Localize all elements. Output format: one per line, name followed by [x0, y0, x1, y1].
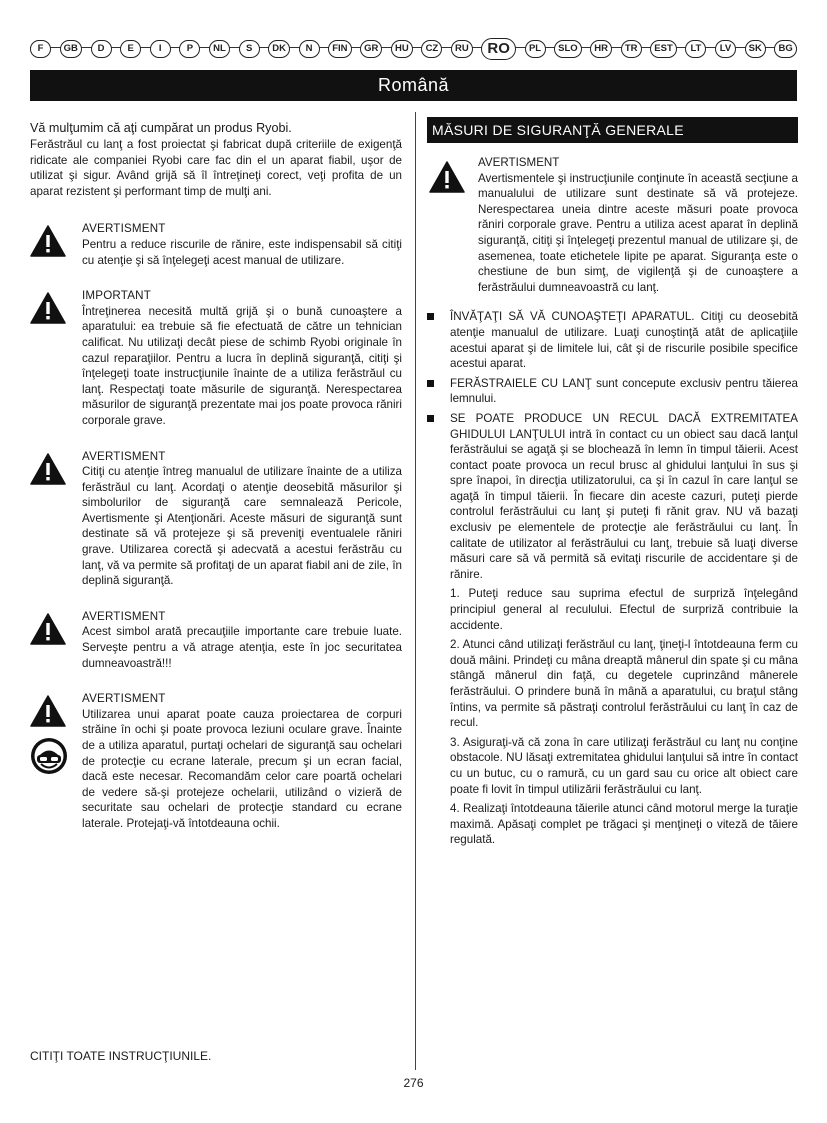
language-tab-lv[interactable]: LV: [715, 40, 736, 58]
column-divider: [415, 112, 416, 1070]
warning-text: Utilizarea unui aparat poate cauza proiectarea de corpuri străine în ochi şi poate provoca leziuni oculare grave. Înainte de a utiliza aparatul, purtaţi ochelari de siguranţă sau ochelari de protecţie cu ecrane laterale, precum şi un ecran facial, dacă este necesar. Recomandăm celor care poartă ochelari de vedere să-şi protejeze ochelarii, utilizând o vizieră de securitate sau ochelari de protecţie standard cu ecrane laterale. Protejaţi-vă întotdeauna ochii.: [82, 707, 402, 830]
important-text: Întreţinerea necesită multă grijă şi o bună cunoaştere a aparatului: ea trebuie să fie efectuată de către un tehnician calificat. Nu utilizaţi decât piese de schimb Ryobi originale în cazul reparaţiilor. Pentru a lucra în deplină siguranţă, citiţi şi înţelegeţi toate instrucţiunile înainte de a utiliza ferăstrăul cu lanţ. Respectaţi toate măsurile de siguranţă. Nerespectarea măsurilor de siguranţă prezentate mai jos poate provoca răniri corporale grave.: [82, 304, 402, 427]
language-tab-bg[interactable]: BG: [774, 40, 796, 58]
numbered-item: 1. Puteţi reduce sau suprima efectul de surpriză înţelegând principiul general al reculului. Efectul de surpriză contribuie la accidente.: [450, 587, 798, 632]
warning-block: [30, 609, 402, 671]
language-tab-gb[interactable]: GB: [60, 40, 82, 58]
list-item: [427, 376, 798, 407]
language-tab-gr[interactable]: GR: [360, 40, 382, 58]
bullet-text: ÎNVĂŢAŢI SĂ VĂ CUNOAŞTEŢI APARATUL. Citiţi cu deosebită atenţie manualul de utilizare. Luaţi cunoştinţă atât de aplicaţiile acestui aparat şi de limitele lui, cât şi de riscurile posibile specifice acestui aparat.: [450, 310, 798, 371]
bullet-text: SE POATE PRODUCE UN RECUL DACĂ EXTREMITATEA GHIDULUI LANŢULUI intră în contact cu un obiect sau dacă lanţul ferăstrăului se agaţă şi se blochează în lemn în timpul tăierii. Acest contact poate provoca un recul brusc al ghidului lanţului în sus şi spre înapoi, în direcţia utilizatorului, ca şi în cazul în care lanţul se agaţă în timpul tăierii. În fiecare din aceste cazuri, puteţi pierde controlul ferăstrăului cu lanţ şi puteţi fi rănit grav. NU vă bazaţi exclusiv pe elementele de protecţie ale ferăstrăului cu lanţ. În calitate de utilizator al ferăstrăului cu lanţ, trebuie să luaţi diverse măsuri care să vă permită să evitaţi riscurile de accidentare şi de rănire.: [450, 411, 798, 581]
language-tab-s[interactable]: S: [239, 40, 260, 58]
warning-triangle-icon: [30, 292, 66, 324]
bullet-square-icon: [427, 380, 434, 387]
bullet-square-icon: [427, 313, 434, 320]
language-tab-tr[interactable]: TR: [621, 40, 642, 58]
list-item: [427, 309, 798, 371]
eye-protection-warning-block: [30, 691, 402, 831]
language-tab-hr[interactable]: HR: [590, 40, 612, 58]
language-bar: [30, 38, 797, 58]
warning-triangle-icon: [30, 613, 66, 645]
bullet-square-icon: [427, 415, 434, 422]
important-block: [30, 288, 402, 428]
safety-bullet-list: [427, 309, 798, 582]
language-tab-hu[interactable]: HU: [391, 40, 413, 58]
language-tab-sk[interactable]: SK: [745, 40, 766, 58]
language-tab-fin[interactable]: FIN: [328, 40, 351, 58]
language-tab-d[interactable]: D: [91, 40, 112, 58]
right-column: [427, 117, 798, 848]
warning-heading: AVERTISMENT: [82, 449, 166, 463]
warning-triangle-icon: [429, 161, 478, 193]
intro-title: Vă mulţumim că aţi cumpărat un produs Ryobi.: [30, 121, 292, 135]
language-tab-i[interactable]: I: [150, 40, 171, 58]
warning-text: Avertismentele şi instrucţiunile conţinute în această secţiune a manualului de utilizare sunt destinate să vă protejeze. Nerespectarea uneia dintre aceste măsuri poate provoca răniri corporale grave. Pentru a utiliza acest aparat în deplină siguranţă, citiţi şi înţelegeţi prezentul manual de utilizare şi, de asemenea, toate etichetele lipite pe aparat. Siguranţa este o chestiune de bun simţ, de vigilenţă şi de cunoaştere a ferăstrăului dumneavoastră cu lanţ.: [478, 171, 798, 294]
language-banner: Română: [30, 70, 797, 101]
language-tab-nl[interactable]: NL: [209, 40, 230, 58]
warning-text: Acest simbol arată precauţiile importante care trebuie luate. Serveşte pentru a vă atrage atenţia, este în joc securitatea dumneavoastră!!!: [82, 625, 402, 670]
language-tab-est[interactable]: EST: [650, 40, 676, 58]
language-tab-slo[interactable]: SLO: [554, 40, 582, 58]
warning-heading: AVERTISMENT: [82, 692, 166, 706]
language-tab-pl[interactable]: PL: [525, 40, 546, 58]
intro-text: Ferăstrăul cu lanţ a fost proiectat şi fabricat după criteriile de exigenţă ridicate ale companiei Ryobi care fac din el un aparat fiabil, uşor de utilizat şi sigur. Având grijă să îl întreţineţi corect, veţi profita de un aparat rezistent şi performant timp de mulţi ani.: [30, 138, 402, 198]
numbered-item: 4. Realizaţi întotdeauna tăierile atunci când motorul merge la turaţie maximă. Apăsaţi complet pe trăgaci şi menţineţi o viteză de tăiere regulată.: [450, 802, 798, 847]
numbered-item: 3. Asiguraţi-vă că zona în care utilizaţi ferăstrăul cu lanţ nu conţine obstacole. NU lăsaţi extremitatea ghidului lanţului să intre în contact cu un butuc, cu o ramură, cu un gard sau cu orice alt obiect care poate fi lovit în timpul utilizării ferăstrăului cu lanţ.: [450, 735, 798, 796]
language-tab-n[interactable]: N: [299, 40, 320, 58]
bullet-text: FERĂSTRAIELE CU LANŢ sunt concepute exclusiv pentru tăierea lemnului.: [450, 376, 798, 406]
warning-triangle-icon: [30, 225, 66, 257]
list-item: [427, 411, 798, 583]
safety-goggles-icon: [30, 737, 68, 775]
section-title: MĂSURI DE SIGURANŢĂ GENERALE: [427, 117, 798, 143]
language-tab-ro[interactable]: RO: [481, 38, 516, 60]
warning-text: Citiţi cu atenţie întreg manualul de utilizare înainte de a utiliza ferăstrăul cu lanţ. Acordaţi o atenţie deosebită măsurilor şi simbolurilor de siguranţă care semnalează Pericole, Avertismente şi Atenţionări. Aceste măsuri de siguranţă sunt destinate să vă protejeze şi să preveniţi eventualele răniri grave. Utilizarea corectă şi adecvată a acestui ferăstrău cu lanţ, vă va permite să profitaţi de un aparat fiabil ani de zile, în deplină siguranţă.: [82, 465, 402, 588]
warning-block: [30, 221, 402, 268]
language-tab-lt[interactable]: LT: [685, 40, 706, 58]
important-heading: IMPORTANT: [82, 289, 152, 303]
warning-heading: AVERTISMENT: [478, 156, 560, 169]
language-tab-ru[interactable]: RU: [451, 40, 473, 58]
page-number: 276: [403, 1076, 424, 1090]
numbered-item: 2. Atunci când utilizaţi ferăstrăul cu lanţ, ţineţi-l întotdeauna ferm cu două mâini. Prindeţi cu mâna dreaptă mânerul din spate şi cu mâna stângă mânerul din faţă, cu degetele cuprinzând mânerele ferăstrăului. O prindere bună în mână a aparatului, cu braţul stâng întins, va permite să păstraţi controlul ferăstrăului cu lanţ în caz de recul.: [450, 638, 798, 730]
language-tab-cz[interactable]: CZ: [421, 40, 442, 58]
warning-text: Pentru a reduce riscurile de rănire, este indispensabil să citiţi cu atenţie şi să înţelegeţi acest manual de utilizare.: [82, 237, 402, 267]
warning-heading: AVERTISMENT: [82, 222, 166, 236]
left-column: [30, 120, 402, 832]
language-tab-dk[interactable]: DK: [268, 40, 290, 58]
warning-block: [30, 449, 402, 589]
language-tab-e[interactable]: E: [120, 40, 141, 58]
language-tab-p[interactable]: P: [179, 40, 200, 58]
general-warning-block: [427, 155, 798, 295]
warning-heading: AVERTISMENT: [82, 609, 166, 623]
warning-triangle-icon: [30, 695, 66, 727]
read-all-instructions: CITIŢI TOATE INSTRUCŢIUNILE.: [30, 1049, 212, 1063]
warning-triangle-icon: [30, 453, 66, 485]
language-tab-f[interactable]: F: [30, 40, 51, 58]
language-list: [30, 38, 797, 60]
